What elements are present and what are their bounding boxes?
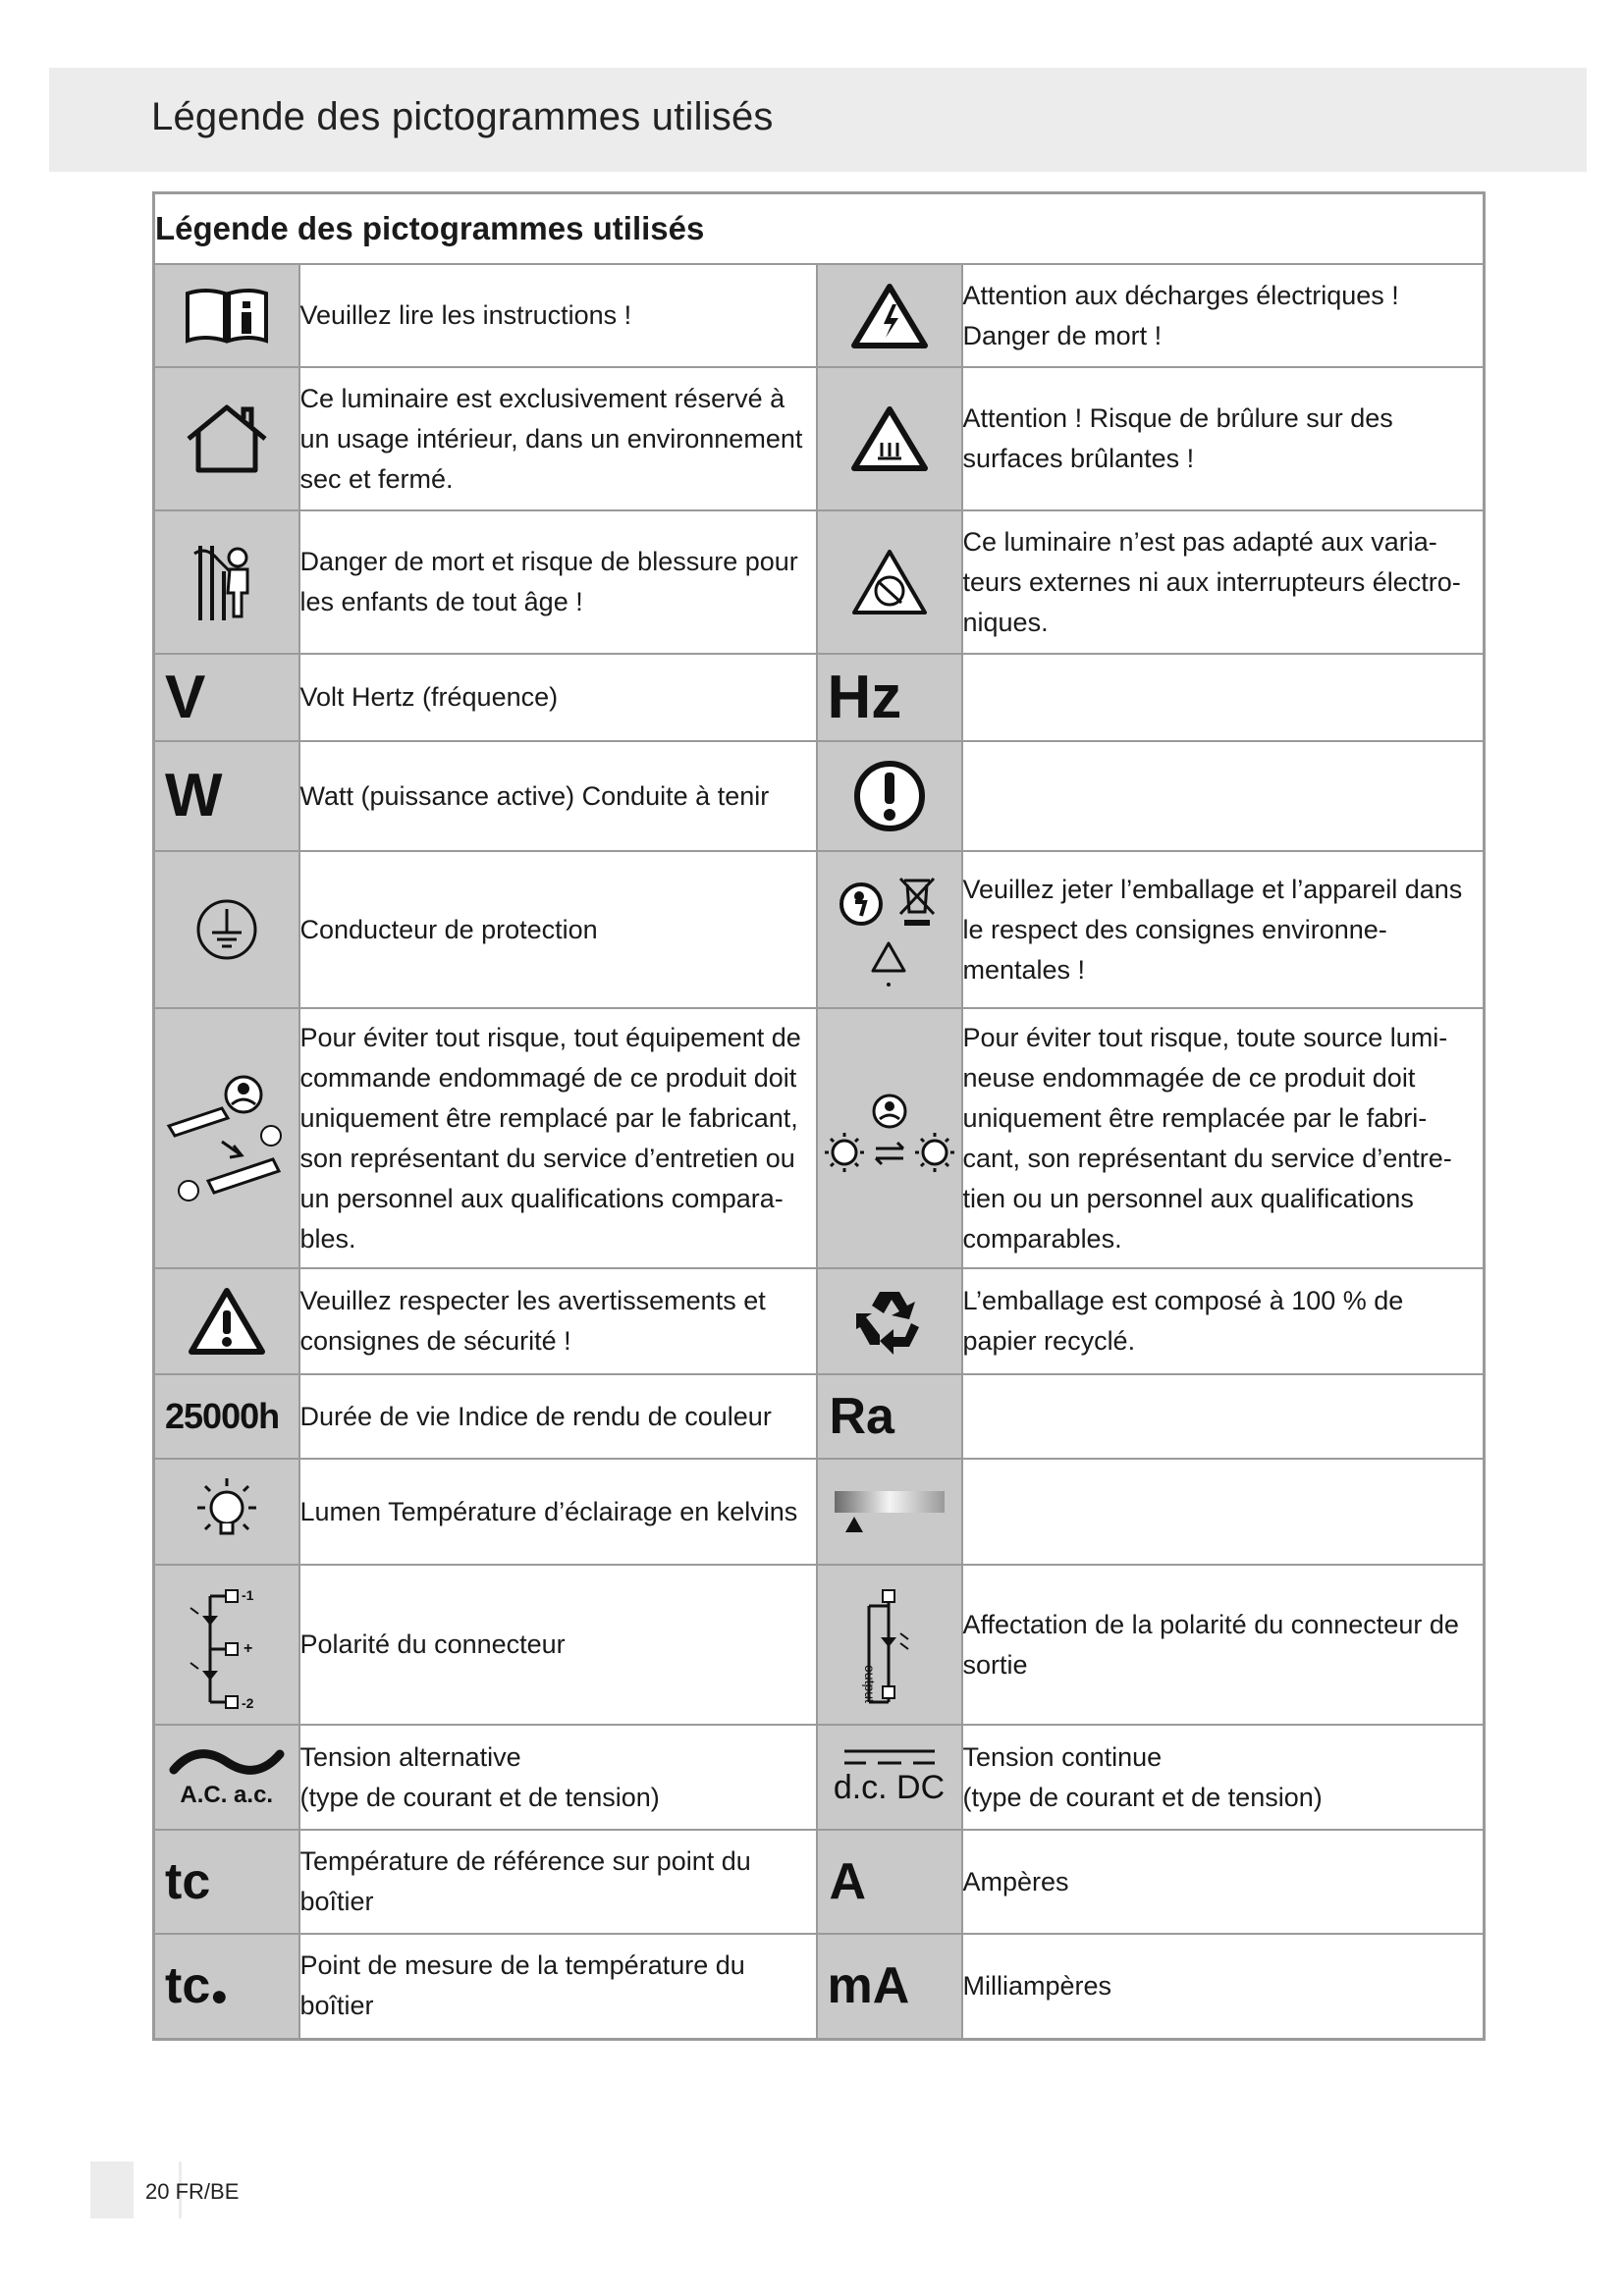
table-row xyxy=(154,654,1485,741)
legend-text: Ce luminaire n’est pas adapté aux varia-teurs externes ni aux interrupteurs électro-niques. xyxy=(962,510,1485,654)
hot-surface-warning-icon xyxy=(817,367,962,510)
table-row xyxy=(154,1459,1485,1565)
legend-text: Volt Hertz (fréquence) xyxy=(299,654,817,741)
table-row xyxy=(154,1374,1485,1459)
table-title-row xyxy=(154,193,1485,265)
svg-text:+: + xyxy=(243,1639,253,1657)
table-row xyxy=(154,1268,1485,1374)
page-number: 20 FR/BE xyxy=(145,2179,240,2204)
legend-text: Veuillez jeter l’emballage et l’appareil dans le respect des consignes environne-mentales ! xyxy=(962,851,1485,1008)
legend-text: Milliampères xyxy=(962,1934,1485,2039)
pictogram-legend-table xyxy=(152,191,1486,2041)
child-danger-icon xyxy=(154,510,299,654)
recycling-disposal-icon xyxy=(817,851,962,1008)
footer-tab xyxy=(90,2162,134,2218)
legend-text: Conducteur de protection xyxy=(299,851,817,1008)
page-title: Légende des pictogrammes utilisés xyxy=(151,95,774,138)
legend-text-line: Tension alternative xyxy=(299,1741,521,1772)
ampere-icon xyxy=(817,1830,962,1934)
output-polarity-icon xyxy=(817,1565,962,1725)
legend-text: Attention ! Risque de brûlure sur des surfaces brûlantes ! xyxy=(962,367,1485,510)
house-indoor-icon xyxy=(154,367,299,510)
measurement-dot-icon: ● xyxy=(210,1980,229,2013)
hertz-symbol: Hz xyxy=(827,663,902,731)
warning-triangle-icon xyxy=(154,1268,299,1374)
led-replacement-icon xyxy=(817,1008,962,1268)
legend-text: Température de référence sur point du boîtier xyxy=(299,1830,817,1934)
table-row xyxy=(154,1565,1485,1725)
ampere-symbol: A xyxy=(829,1853,867,1910)
tc-symbol: tc xyxy=(165,1853,211,1910)
book-info-icon xyxy=(154,264,299,367)
color-rendering-icon xyxy=(817,1374,962,1459)
table-row xyxy=(154,1934,1485,2039)
legend-text: Ampères xyxy=(962,1830,1485,1934)
lifetime-symbol: 25000h xyxy=(165,1396,280,1436)
color-temperature-icon xyxy=(817,1459,962,1565)
legend-text: Lumen Température d’éclairage en kelvins xyxy=(299,1459,817,1565)
table-row xyxy=(154,851,1485,1008)
legend-text xyxy=(962,654,1485,741)
output-label: output xyxy=(861,1664,878,1703)
table-row xyxy=(154,1008,1485,1268)
legend-text: L’emballage est composé à 100 % de papier recyclé. xyxy=(962,1268,1485,1374)
table-row xyxy=(154,1830,1485,1934)
volt-icon xyxy=(154,654,299,741)
connector-polarity-icon xyxy=(154,1565,299,1725)
volt-symbol: V xyxy=(165,663,206,731)
legend-text: Pour éviter tout risque, toute source lumi-neuse endommagée de ce produit doit uniquement être remplacée par le fabri-cant, son représentant du service d’entre-tien ou un personnel aux qualifications comparables. xyxy=(962,1008,1485,1268)
watt-icon xyxy=(154,741,299,851)
legend-text: Veuillez respecter les avertissements et consignes de sécurité ! xyxy=(299,1268,817,1374)
legend-text xyxy=(962,1725,1485,1830)
header-band xyxy=(49,68,1587,172)
ra-symbol: Ra xyxy=(829,1388,894,1445)
hertz-icon xyxy=(817,654,962,741)
table-row xyxy=(154,510,1485,654)
exclamation-circle-icon xyxy=(817,741,962,851)
legend-text: Attention aux décharges électriques ! Danger de mort ! xyxy=(962,264,1485,367)
legend-text-line: (type de courant et de tension) xyxy=(299,1782,660,1812)
ac-symbol: A.C. a.c. xyxy=(180,1781,274,1808)
table-title: Légende des pictogrammes utilisés xyxy=(154,193,1485,265)
table-row xyxy=(154,741,1485,851)
legend-text xyxy=(962,1459,1485,1565)
dc-symbol: d.c. DC xyxy=(833,1769,946,1806)
legend-text: Polarité du connecteur xyxy=(299,1565,817,1725)
legend-text xyxy=(962,1374,1485,1459)
svg-text:-2: -2 xyxy=(241,1694,254,1711)
tc-point-symbol: tc xyxy=(165,1957,211,2015)
dc-icon xyxy=(817,1725,962,1830)
no-dimmer-icon xyxy=(817,510,962,654)
lifetime-icon xyxy=(154,1374,299,1459)
legend-text-line: Tension continue xyxy=(962,1741,1163,1772)
milliampere-icon xyxy=(817,1934,962,2039)
svg-text:-1: -1 xyxy=(241,1586,254,1603)
tc-icon xyxy=(154,1830,299,1934)
legend-text-line: (type de courant et de tension) xyxy=(962,1782,1323,1812)
protective-earth-icon xyxy=(154,851,299,1008)
ac-icon xyxy=(154,1725,299,1830)
legend-text: Point de mesure de la température du boîtier xyxy=(299,1934,817,2039)
milliampere-symbol: mA xyxy=(827,1957,910,2015)
legend-text: Durée de vie Indice de rendu de couleur xyxy=(299,1374,817,1459)
tc-point-icon xyxy=(154,1934,299,2039)
lumen-bulb-icon xyxy=(154,1459,299,1565)
control-gear-replacement-icon xyxy=(154,1008,299,1268)
legend-text: Danger de mort et risque de blessure pour les enfants de tout âge ! xyxy=(299,510,817,654)
watt-symbol: W xyxy=(165,762,223,829)
legend-text: Affectation de la polarité du connecteur de sortie xyxy=(962,1565,1485,1725)
table-row xyxy=(154,264,1485,367)
table-row xyxy=(154,367,1485,510)
legend-text: Pour éviter tout risque, tout équipement de commande endommagé de ce produit doit uniquement être remplacé par le fabricant, son représentant du service d’entretien ou un personnel aux qualifications compara-bles. xyxy=(299,1008,817,1268)
table-row xyxy=(154,1725,1485,1830)
legend-text xyxy=(962,741,1485,851)
legend-text xyxy=(299,1725,817,1830)
legend-text: Veuillez lire les instructions ! xyxy=(299,264,817,367)
electric-shock-warning-icon xyxy=(817,264,962,367)
legend-text: Ce luminaire est exclusivement réservé à un usage intérieur, dans un environnement sec et fermé. xyxy=(299,367,817,510)
legend-text: Watt (puissance active) Conduite à tenir xyxy=(299,741,817,851)
recycle-arrows-icon xyxy=(817,1268,962,1374)
